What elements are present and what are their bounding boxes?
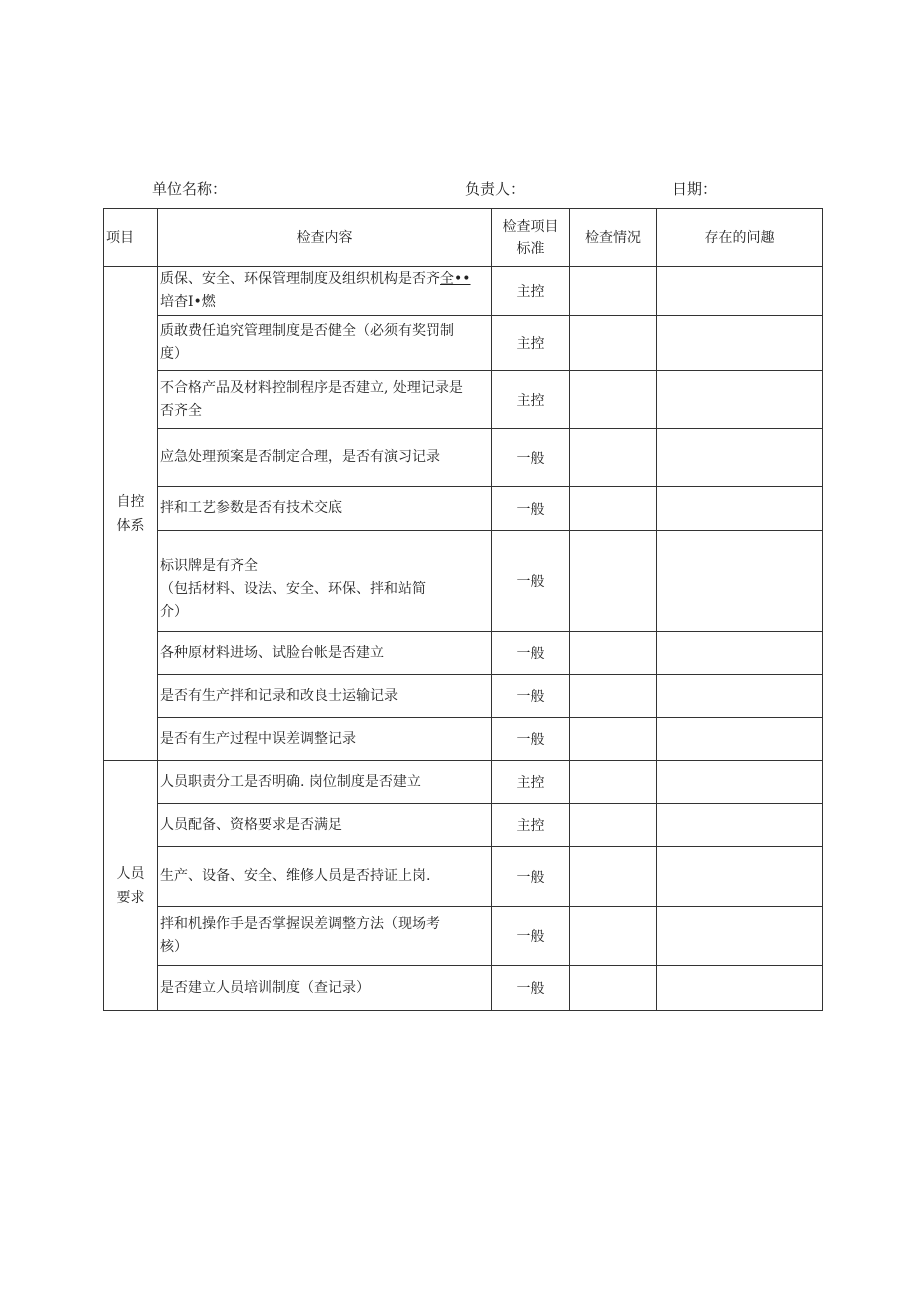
table-row [104,316,823,371]
standard-cell: 主控 [492,804,570,847]
table-row [104,966,823,1011]
content-cell: 拌和工艺参数是否有技术交底 [158,487,492,531]
standard-cell: 一般 [492,675,570,718]
col-header-standard: 检查项目 标准 [492,209,570,267]
table-row [104,804,823,847]
status-cell[interactable] [570,531,657,632]
standard-cell: 一般 [492,966,570,1011]
col-header-status: 检查情况 [570,209,657,267]
status-cell[interactable] [570,804,657,847]
content-cell: 不合格产品及材料控制程序是否建立, 处理记录是 否齐全 [158,371,492,429]
status-cell[interactable] [570,429,657,487]
standard-cell: 一般 [492,531,570,632]
issues-cell[interactable] [657,531,823,632]
status-cell[interactable] [570,966,657,1011]
status-cell[interactable] [570,371,657,429]
category-self-control: 自控 体系 [104,267,158,761]
content-cell: 是否有生产过程中误差调整记录 [158,718,492,761]
status-cell[interactable] [570,847,657,907]
table-row [104,487,823,531]
content-cell: 应急处理预案是否制定合理，是否有演习记录 [158,429,492,487]
content-cell: 是否建立人员培训制度（查记录） [158,966,492,1011]
standard-cell: 一般 [492,847,570,907]
standard-cell: 主控 [492,316,570,371]
standard-cell: 一般 [492,429,570,487]
table-row [104,907,823,966]
issues-cell[interactable] [657,907,823,966]
inspection-table [103,208,823,1011]
standard-cell: 主控 [492,371,570,429]
content-cell: 人员配备、资格要求是否满足 [158,804,492,847]
col-header-item: 项目 [104,209,158,267]
status-cell[interactable] [570,267,657,316]
status-cell[interactable] [570,487,657,531]
content-cell: 质敢费任追究管理制度是否健全（必须有奖罚制 度） [158,316,492,371]
table-header-row [104,209,823,267]
issues-cell[interactable] [657,632,823,675]
issues-cell[interactable] [657,316,823,371]
standard-cell: 一般 [492,907,570,966]
standard-cell: 一般 [492,632,570,675]
table-row [104,718,823,761]
issues-cell[interactable] [657,761,823,804]
date-label: 日期： [672,180,718,198]
content-cell: 生产、设备、安全、维修人员是否持证上岗. [158,847,492,907]
issues-cell[interactable] [657,487,823,531]
content-cell: 人员职责分工是否明确. 岗位制度是否建立 [158,761,492,804]
table-row [104,675,823,718]
table-row [104,371,823,429]
issues-cell[interactable] [657,429,823,487]
issues-cell[interactable] [657,675,823,718]
status-cell[interactable] [570,316,657,371]
standard-cell: 主控 [492,267,570,316]
standard-cell: 主控 [492,761,570,804]
standard-cell: 一般 [492,487,570,531]
status-cell[interactable] [570,907,657,966]
table-row [104,531,823,632]
content-cell [158,531,492,632]
content-cell: 各种原材料进场、试脸台帐是否建立 [158,632,492,675]
unit-name-label: 单位名称： [152,180,228,198]
responsible-person-label: 负责人： [465,180,526,198]
issues-cell[interactable] [657,718,823,761]
content-cell: 拌和机操作手是否掌握误差调整方法（现场考 核） [158,907,492,966]
status-cell[interactable] [570,718,657,761]
table-row [104,632,823,675]
content-cell: 是否有生产拌和记录和改良士运输记录 [158,675,492,718]
col-header-issues: 存在的问趣 [657,209,823,267]
table-row [104,267,823,316]
category-personnel: 人员 要求 [104,761,158,1011]
issues-cell[interactable] [657,847,823,907]
status-cell[interactable] [570,675,657,718]
issues-cell[interactable] [657,371,823,429]
status-cell[interactable] [570,632,657,675]
issues-cell[interactable] [657,267,823,316]
content-cell: 质保、安全、环保管理制度及组织机构是否齐全•• 培杳I•燃 [158,267,492,316]
standard-cell: 一般 [492,718,570,761]
issues-cell[interactable] [657,966,823,1011]
issues-cell[interactable] [657,804,823,847]
table-row [104,761,823,804]
table-row [104,429,823,487]
status-cell[interactable] [570,761,657,804]
table-row [104,847,823,907]
col-header-content: 检查内容 [158,209,492,267]
content-text: 标识牌是有齐全 （包括材料、设法、安全、环保、拌和站简 介） [160,558,426,620]
